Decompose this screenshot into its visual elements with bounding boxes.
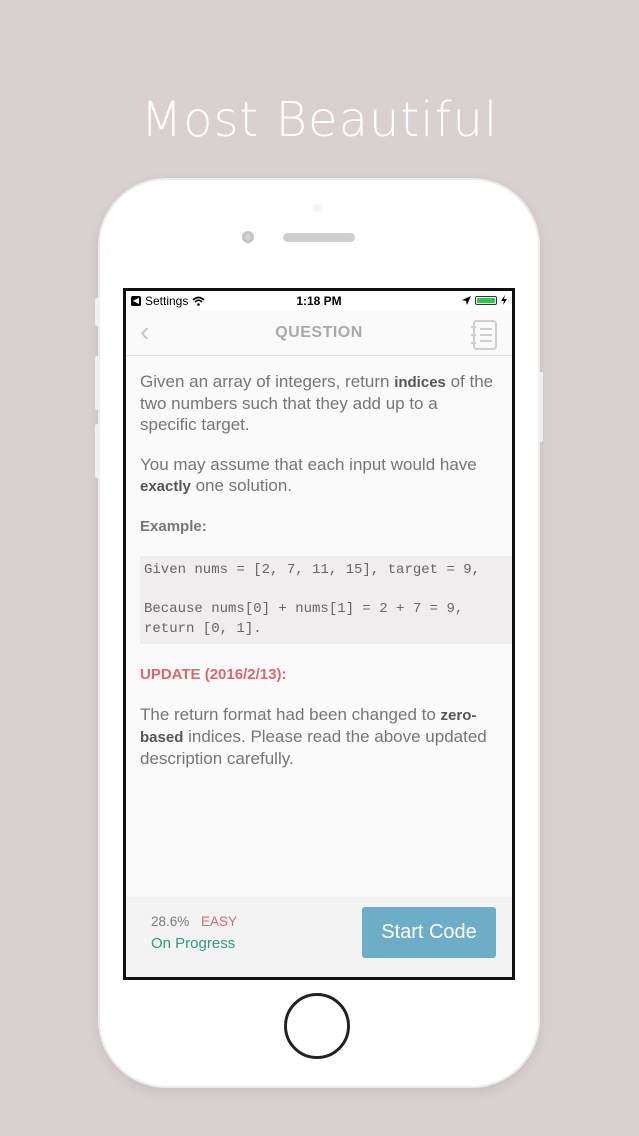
- status-bar: [126, 291, 512, 311]
- emphasis-exactly: exactly: [140, 478, 191, 495]
- battery-icon: [475, 296, 497, 305]
- back-to-app-icon[interactable]: ◀: [132, 296, 140, 305]
- page-title: QUESTION: [275, 324, 363, 341]
- question-paragraph-2: You may assume that each input would have exactly one solution.: [140, 455, 477, 495]
- charging-bolt-icon: [501, 295, 507, 305]
- update-title: UPDATE (2016/2/13):: [140, 666, 287, 683]
- stats-row: [151, 914, 237, 929]
- status-carrier[interactable]: Settings: [145, 294, 189, 308]
- volume-down-button: [95, 424, 100, 478]
- proximity-sensor: [313, 204, 321, 212]
- status-right: [462, 295, 507, 305]
- notes-list-icon[interactable]: [470, 320, 498, 350]
- app-screen: [123, 288, 515, 980]
- emphasis-indices: indices: [394, 374, 446, 391]
- status-time: 1:18 PM: [296, 294, 342, 308]
- question-paragraph-1: Given an array of integers, return indices of the two numbers such that they add up to a specific target.: [140, 372, 494, 434]
- update-text: The return format had been changed to zero-based indices. Please read the above updated description carefully.: [140, 705, 487, 768]
- power-button: [538, 372, 543, 442]
- acceptance-rate: 28.6%: [151, 914, 190, 929]
- nav-bar: [126, 311, 512, 356]
- phone-frame: [100, 180, 538, 1086]
- difficulty-badge: EASY: [201, 914, 238, 929]
- back-chevron-icon[interactable]: ‹: [140, 316, 150, 347]
- question-content: [126, 356, 512, 769]
- home-button[interactable]: [284, 993, 350, 1059]
- example-code-block: Given nums = [2, 7, 11, 15], target = 9, Because nums[0] + nums[1] = 2 + 7 = 9, return [0, 1].: [140, 556, 512, 644]
- front-camera: [242, 231, 254, 243]
- earpiece-speaker: [283, 233, 355, 242]
- start-code-button[interactable]: Start Code: [362, 907, 496, 958]
- promo-headline: Most Beautiful: [140, 92, 499, 148]
- progress-status: On Progress: [151, 935, 236, 952]
- emphasis-zero-based: zero-based: [140, 707, 477, 746]
- question-stats: [151, 914, 237, 952]
- bottom-bar: [126, 897, 512, 977]
- location-arrow-icon: [462, 296, 471, 305]
- example-label: Example:: [140, 518, 207, 535]
- mute-switch: [95, 298, 100, 326]
- volume-up-button: [95, 356, 100, 410]
